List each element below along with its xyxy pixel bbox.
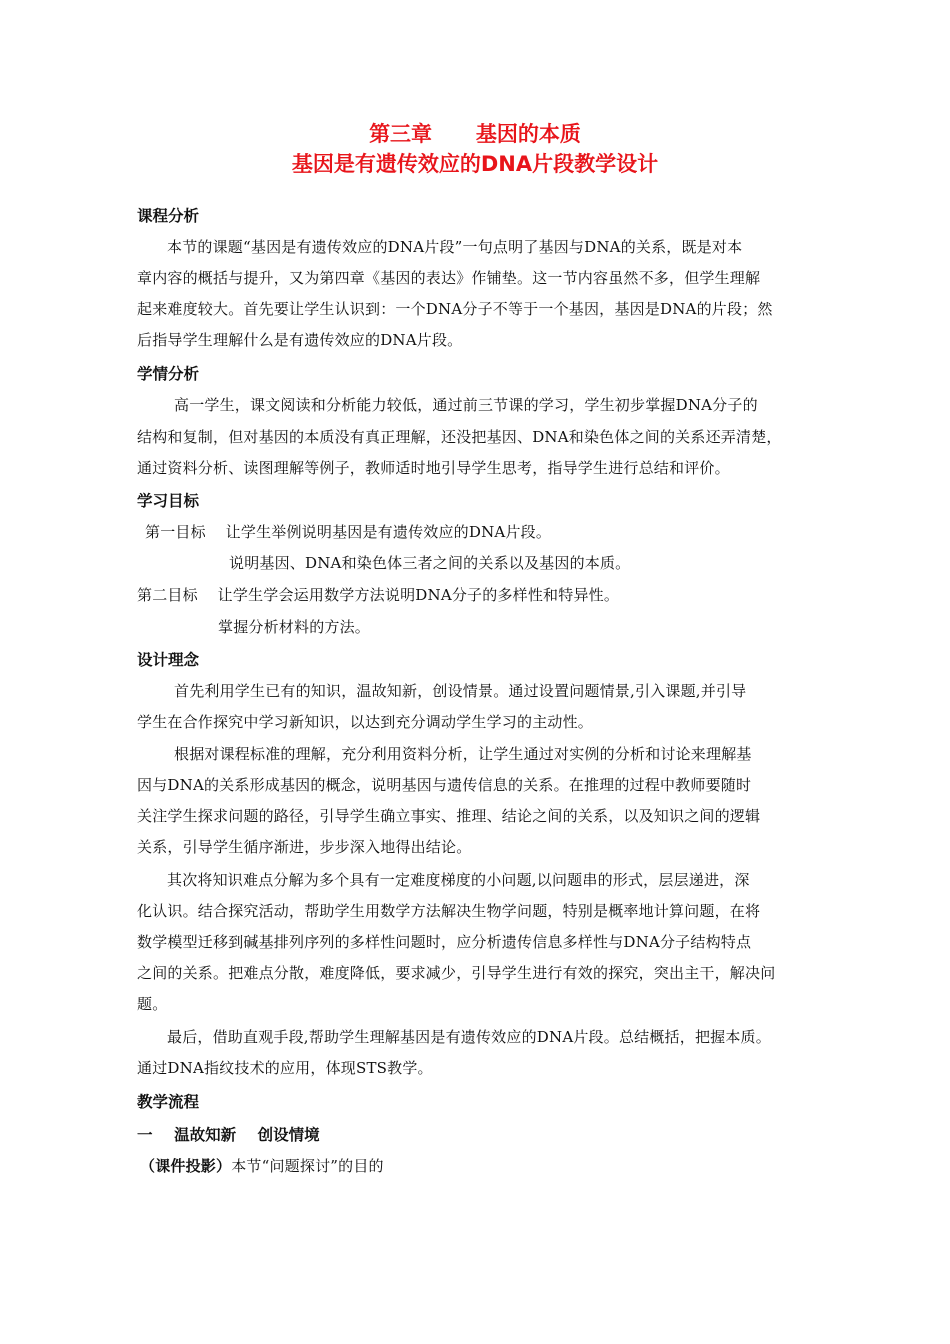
paragraph-line: 关注学生探求问题的路径，引导学生确立事实、推理、结论之间的关系，以及知识之间的逻辑	[137, 807, 761, 825]
paragraph-line: 通过DNA指纹技术的应用，体现STS教学。	[137, 1059, 433, 1077]
paragraph-line: 后指导学生理解什么是有遗传效应的DNA片段。	[137, 331, 463, 349]
goal-line: 掌握分析材料的方法。	[218, 618, 371, 636]
courseware-line	[140, 1155, 384, 1176]
heading-student-analysis: 学情分析	[137, 365, 200, 383]
paragraph-line: 学生在合作探究中学习新知识，以达到充分调动学生学习的主动性。	[137, 713, 594, 731]
paragraph-line: 化认识。结合探究活动，帮助学生用数学方法解决生物学问题，特别是概率地计算问题，在将	[137, 902, 761, 920]
goal-line: 第一目标 让学生举例说明基因是有遗传效应的DNA片段。	[145, 523, 552, 541]
paragraph-line: 章内容的概括与提升，又为第四章《基因的表达》作铺垫。这一节内容虽然不多，但学生理解	[137, 269, 761, 287]
courseware-text: 本节“问题探讨”的目的	[231, 1157, 384, 1175]
paragraph-line: 根据对课程标准的理解，充分利用资料分析，让学生通过对实例的分析和讨论来理解基	[174, 745, 752, 763]
paragraph-line: 起来难度较大。首先要让学生认识到：一个DNA分子不等于一个基因，基因是DNA的片段；然	[137, 300, 773, 318]
paragraph-line: 之间的关系。把难点分散，难度降低，要求减少，引导学生进行有效的探究，突出主干，解决问	[137, 964, 776, 982]
paragraph-line: 通过资料分析、读图理解等例子，教师适时地引导学生思考，指导学生进行总结和评价。	[137, 459, 730, 477]
paragraph-line: 最后，借助直观手段,帮助学生理解基因是有遗传效应的DNA片段。总结概括，把握本质。	[167, 1028, 771, 1046]
chapter-title: 第三章 基因的本质	[369, 122, 581, 146]
heading-teaching-flow: 教学流程	[137, 1093, 200, 1111]
heading-design-concept: 设计理念	[137, 651, 200, 669]
paragraph-line: 其次将知识难点分解为多个具有一定难度梯度的小问题,以问题串的形式，层层递进，深	[167, 871, 750, 889]
lesson-title: 基因是有遗传效应的DNA片段教学设计	[291, 152, 659, 176]
paragraph-line: 因与DNA的关系形成基因的概念，说明基因与遗传信息的关系。在推理的过程中教师要随时	[137, 776, 752, 794]
paragraph-line: 题。	[137, 995, 168, 1013]
paragraph-line: 结构和复制，但对基因的本质没有真正理解，还没把基因、DNA和染色体之间的关系还弄清楚，	[137, 428, 782, 446]
sub-heading-review: 一 温故知新 创设情境	[137, 1126, 320, 1144]
goal-line: 说明基因、DNA和染色体三者之间的关系以及基因的本质。	[229, 554, 631, 572]
heading-learning-goals: 学习目标	[137, 492, 200, 510]
paragraph-line: 数学模型迁移到碱基排列序列的多样性问题时，应分析遗传信息多样性与DNA分子结构特点	[137, 933, 752, 951]
goal-line: 第二目标 让学生学会运用数学方法说明DNA分子的多样性和特异性。	[137, 586, 620, 604]
paragraph-line: 本节的课题“基因是有遗传效应的DNA片段”一句点明了基因与DNA的关系，既是对本	[167, 238, 743, 256]
heading-course-analysis: 课程分析	[137, 207, 200, 225]
paragraph-line: 高一学生，课文阅读和分析能力较低，通过前三节课的学习，学生初步掌握DNA分子的	[174, 396, 758, 414]
courseware-label: （课件投影）	[140, 1157, 232, 1175]
paragraph-line: 关系，引导学生循序渐进，步步深入地得出结论。	[137, 838, 472, 856]
paragraph-line: 首先利用学生已有的知识，温故知新，创设情景。通过设置问题情景,引入课题,并引导	[174, 682, 747, 700]
